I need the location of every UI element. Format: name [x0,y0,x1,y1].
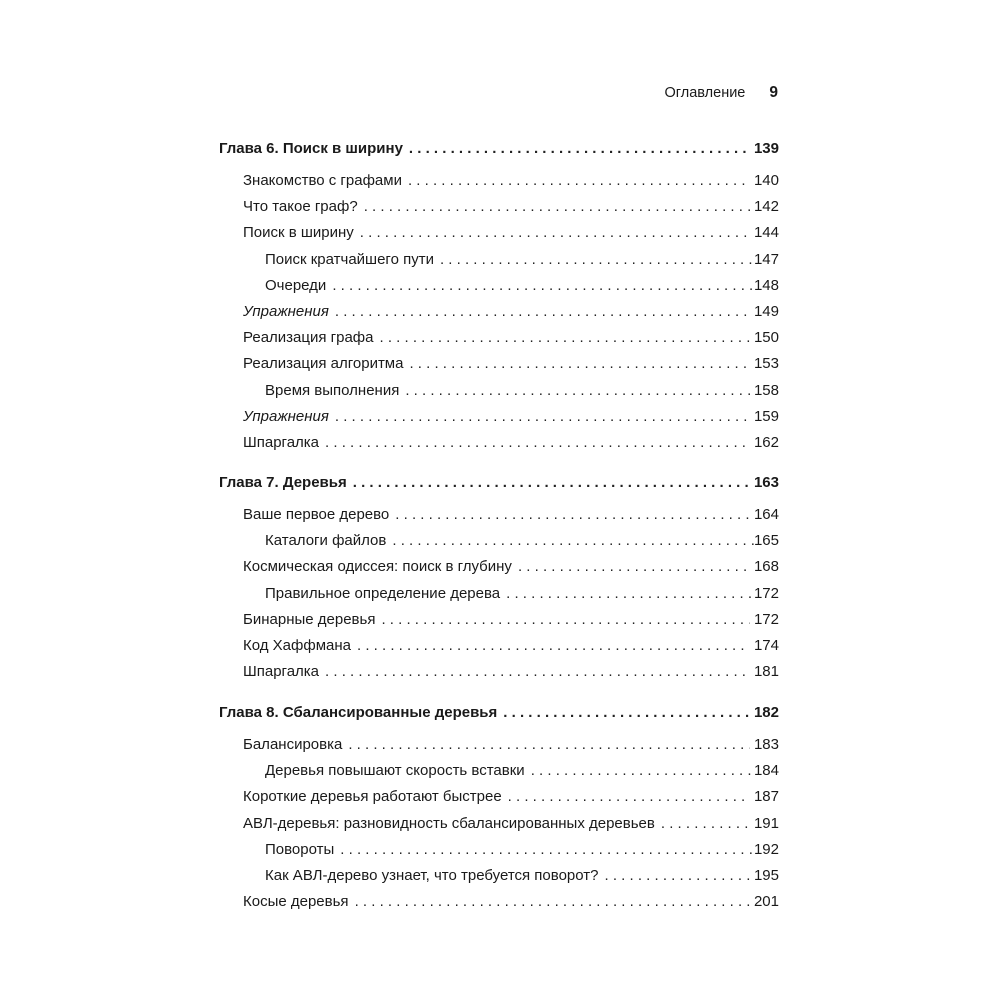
running-header [665,84,778,102]
dot-leader [508,788,750,805]
dot-leader [503,704,750,721]
entry-page-number: 191 [753,814,779,832]
toc-entry[interactable] [219,762,779,788]
entry-title: Реализация графа [243,329,374,347]
chapter-title: Глава 6. Поиск в ширину [219,140,403,157]
chapter-title: Глава 8. Сбалансированные деревья [219,704,498,721]
dot-leader [325,434,750,451]
toc-entry[interactable] [219,532,779,558]
entry-page-number: 192 [753,840,779,858]
toc-entry[interactable] [219,329,779,355]
entry-title: Время выполнения [265,381,400,399]
entry-page-number: 181 [753,663,779,681]
chapter-page-number: 182 [753,704,779,721]
dot-leader [335,408,750,425]
toc-entry[interactable] [219,893,779,919]
entry-page-number: 172 [753,584,779,602]
chapter-page-number: 163 [753,474,779,491]
page-number: 9 [769,84,778,101]
entry-title: Код Хаффмана [243,636,351,654]
toc-entry[interactable] [219,611,779,637]
entry-title: Деревья повышают скорость вставки [265,762,525,780]
entry-page-number: 187 [753,788,779,806]
entry-page-number: 172 [753,610,779,628]
entry-page-number: 149 [753,302,779,320]
entry-title: Бинарные деревья [243,610,376,628]
entry-title: Повороты [265,840,335,858]
dot-leader [531,762,754,779]
toc-entry[interactable] [219,172,779,198]
entry-title: Как АВЛ-дерево узнает, что требуется поворот? [265,866,599,884]
dot-leader [353,474,750,491]
dot-leader [357,637,750,654]
entry-page-number: 201 [753,893,779,911]
dot-leader [440,251,754,268]
section-title: Оглавление [664,85,746,101]
toc-entry[interactable] [219,558,779,584]
dot-leader [355,893,750,910]
dot-leader [364,198,750,215]
dot-leader [395,506,750,523]
entry-page-number: 153 [753,355,779,373]
dot-leader [408,172,750,189]
entry-page-number: 184 [753,762,779,780]
dot-leader [518,558,750,575]
entry-title: Ваше первое дерево [243,506,390,523]
toc-entry[interactable] [219,506,779,532]
entry-title: Правильное определение дерева [265,584,501,602]
chapter-title: Глава 7. Деревья [219,474,347,491]
toc-entry[interactable] [219,355,779,381]
entry-page-number: 148 [753,276,779,294]
dot-leader [405,382,754,399]
dot-leader [605,867,754,884]
dot-leader [392,532,754,549]
toc-entry[interactable] [219,815,779,841]
toc-entry[interactable] [219,663,779,689]
entry-title: Каталоги файлов [265,532,387,550]
toc-entry[interactable] [219,251,779,277]
entry-page-number: 158 [753,381,779,399]
dot-leader [506,585,754,602]
toc-entry[interactable] [219,434,779,460]
dot-leader [379,329,749,346]
entry-page-number: 174 [753,636,779,654]
entry-title: Поиск кратчайшего пути [265,250,434,268]
toc-entry[interactable] [219,585,779,611]
toc-entry[interactable] [219,198,779,224]
toc-entry[interactable] [219,736,779,762]
entry-title: Космическая одиссея: поиск в глубину [243,558,512,576]
dot-leader [409,355,750,372]
toc-entry[interactable] [219,277,779,303]
toc-entry[interactable] [219,841,779,867]
dot-leader [335,303,750,320]
dot-leader [409,140,750,157]
toc-entry[interactable] [219,867,779,893]
entry-page-number: 168 [753,558,779,576]
dot-leader [381,611,750,628]
entry-title: Знакомство с графами [243,172,402,189]
chapter-heading[interactable] [219,140,779,170]
entry-title: Очереди [265,276,327,294]
entry-title: Балансировка [243,736,343,753]
entry-page-number: 150 [753,329,779,347]
toc-entry[interactable] [219,788,779,814]
entry-title: Шпаргалка [243,663,320,681]
entry-title: Шпаргалка [243,433,320,451]
entry-title: Упражнения [243,302,329,320]
dot-leader [348,736,750,753]
chapter-heading[interactable] [219,704,779,734]
toc-entry[interactable] [219,303,779,329]
entry-page-number: 183 [753,736,779,753]
dot-leader [325,663,750,680]
toc-entry[interactable] [219,408,779,434]
chapter-heading[interactable] [219,474,779,504]
toc-entry[interactable] [219,382,779,408]
chapter-page-number: 139 [753,140,779,157]
dot-leader [340,841,754,858]
entry-page-number: 159 [753,407,779,425]
entry-page-number: 162 [753,433,779,451]
entry-page-number: 147 [753,250,779,268]
entry-title: Косые деревья [243,893,349,911]
entry-page-number: 165 [753,532,779,550]
dot-leader [332,277,754,294]
entry-page-number: 164 [753,506,779,523]
entry-page-number: 142 [753,198,779,216]
entry-title: Поиск в ширину [243,224,354,242]
entry-title: Упражнения [243,407,329,425]
chapter-block [219,704,779,919]
entry-title: Реализация алгоритма [243,355,404,373]
chapter-block [219,140,779,460]
entry-title: АВЛ-деревья: разновидность сбалансированных деревьев [243,814,655,832]
entry-title: Короткие деревья работают быстрее [243,788,502,806]
entry-page-number: 140 [753,172,779,189]
chapter-block [219,474,779,689]
entry-page-number: 195 [753,866,779,884]
entry-title: Что такое граф? [243,198,358,216]
dot-leader [360,224,750,241]
toc-entry[interactable] [219,637,779,663]
toc-entry[interactable] [219,224,779,250]
dot-leader [661,815,750,832]
entry-page-number: 144 [753,224,779,242]
